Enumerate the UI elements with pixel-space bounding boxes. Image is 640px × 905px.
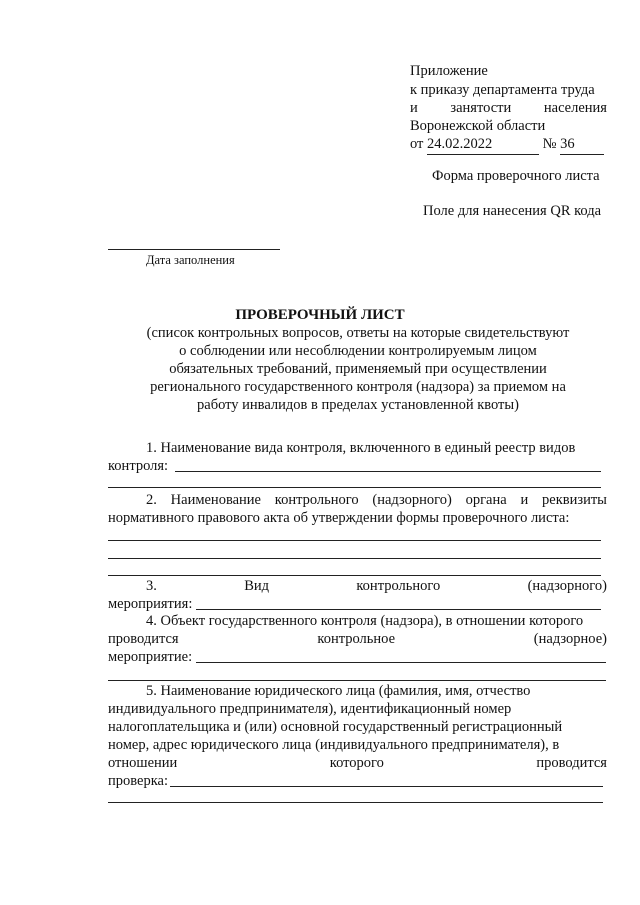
item1-fill-line[interactable] bbox=[108, 487, 601, 488]
item5-word: которого bbox=[329, 755, 384, 771]
header-region: Воронежской области bbox=[410, 118, 546, 134]
subtitle-line: работу инвалидов в пределах установленной квоты) bbox=[197, 397, 519, 413]
order-number bbox=[560, 135, 604, 155]
header-word: занятости bbox=[450, 100, 512, 116]
subtitle-line: обязательных требований, применяемый при осуществлении bbox=[169, 361, 547, 377]
item5-fill-line[interactable] bbox=[108, 802, 603, 803]
form-label: Форма проверочного листа bbox=[432, 168, 600, 184]
item1-label: контроля: bbox=[108, 458, 169, 474]
header-line3 bbox=[410, 99, 607, 118]
item5-label: проверка: bbox=[108, 773, 168, 789]
subtitle-line: регионального государственного контроля (надзора) за приемом на bbox=[150, 379, 566, 395]
item2-fill-line[interactable] bbox=[108, 575, 601, 576]
item4-fill-line[interactable] bbox=[196, 662, 606, 663]
item4-word: проводится bbox=[108, 631, 179, 647]
header-word: и bbox=[410, 100, 418, 116]
date-prefix: от bbox=[410, 136, 424, 152]
order-number-value: 36 bbox=[560, 136, 575, 152]
item5-text-cont bbox=[108, 754, 607, 773]
item5-text-cont: индивидуального предпринимателя), идентификационный номер bbox=[108, 701, 512, 717]
item3-word: Вид bbox=[244, 578, 270, 594]
item2-fill-line[interactable] bbox=[108, 558, 601, 559]
item3-word: (надзорного) bbox=[527, 578, 607, 594]
item3-text bbox=[146, 577, 607, 596]
item1-fill-line[interactable] bbox=[175, 471, 601, 472]
item4-fill-line[interactable] bbox=[108, 680, 606, 681]
item3-word: контрольного bbox=[356, 578, 441, 594]
order-date-value: 24.02.2022 bbox=[427, 136, 493, 152]
fill-date-line bbox=[108, 249, 280, 250]
number-prefix: № bbox=[542, 136, 557, 152]
order-date bbox=[427, 135, 539, 155]
document-title: ПРОВЕРОЧНЫЙ ЛИСТ bbox=[235, 307, 405, 323]
subtitle-line: о соблюдении или несоблюдении контролируемым лицом bbox=[179, 343, 537, 359]
item5-word: проводится bbox=[536, 755, 607, 771]
item5-text: 5. Наименование юридического лица (фамилия, имя, отчество bbox=[146, 683, 531, 699]
item4-label: мероприятие: bbox=[108, 649, 193, 665]
item3-fill-line[interactable] bbox=[196, 609, 601, 610]
item2-fill-line[interactable] bbox=[108, 540, 601, 541]
item4-word: (надзорное) bbox=[533, 631, 607, 647]
fill-date-label: Дата заполнения bbox=[146, 253, 235, 267]
qr-field-label: Поле для нанесения QR кода bbox=[423, 203, 602, 219]
header-appendix: Приложение bbox=[410, 63, 488, 79]
item5-text-cont: налогоплательщика и (или) основной государственный регистрационный bbox=[108, 719, 563, 735]
item2-text-cont: нормативного правового акта об утверждении формы проверочного листа: bbox=[108, 510, 570, 526]
item2-text: 2. Наименование контрольного (надзорного) органа и реквизиты bbox=[146, 492, 607, 508]
item5-fill-line[interactable] bbox=[170, 786, 603, 787]
item4-text: 4. Объект государственного контроля (надзора), в отношении которого bbox=[146, 613, 584, 629]
header-date-line bbox=[410, 135, 608, 155]
item5-text-cont: номер, адрес юридического лица (индивидуального предпринимателя), в bbox=[108, 737, 560, 753]
header-word: населения bbox=[543, 100, 607, 116]
item3-word: 3. bbox=[146, 578, 157, 594]
item3-label: мероприятия: bbox=[108, 596, 193, 612]
header-order-ref: к приказу департамента труда bbox=[410, 82, 595, 98]
item1-text: 1. Наименование вида контроля, включенного в единый реестр видов bbox=[146, 440, 576, 456]
item5-word: отношении bbox=[108, 755, 178, 771]
subtitle-line: (список контрольных вопросов, ответы на которые свидетельствуют bbox=[146, 325, 570, 341]
item4-text-cont bbox=[108, 630, 607, 649]
item4-word: контрольное bbox=[317, 631, 396, 647]
